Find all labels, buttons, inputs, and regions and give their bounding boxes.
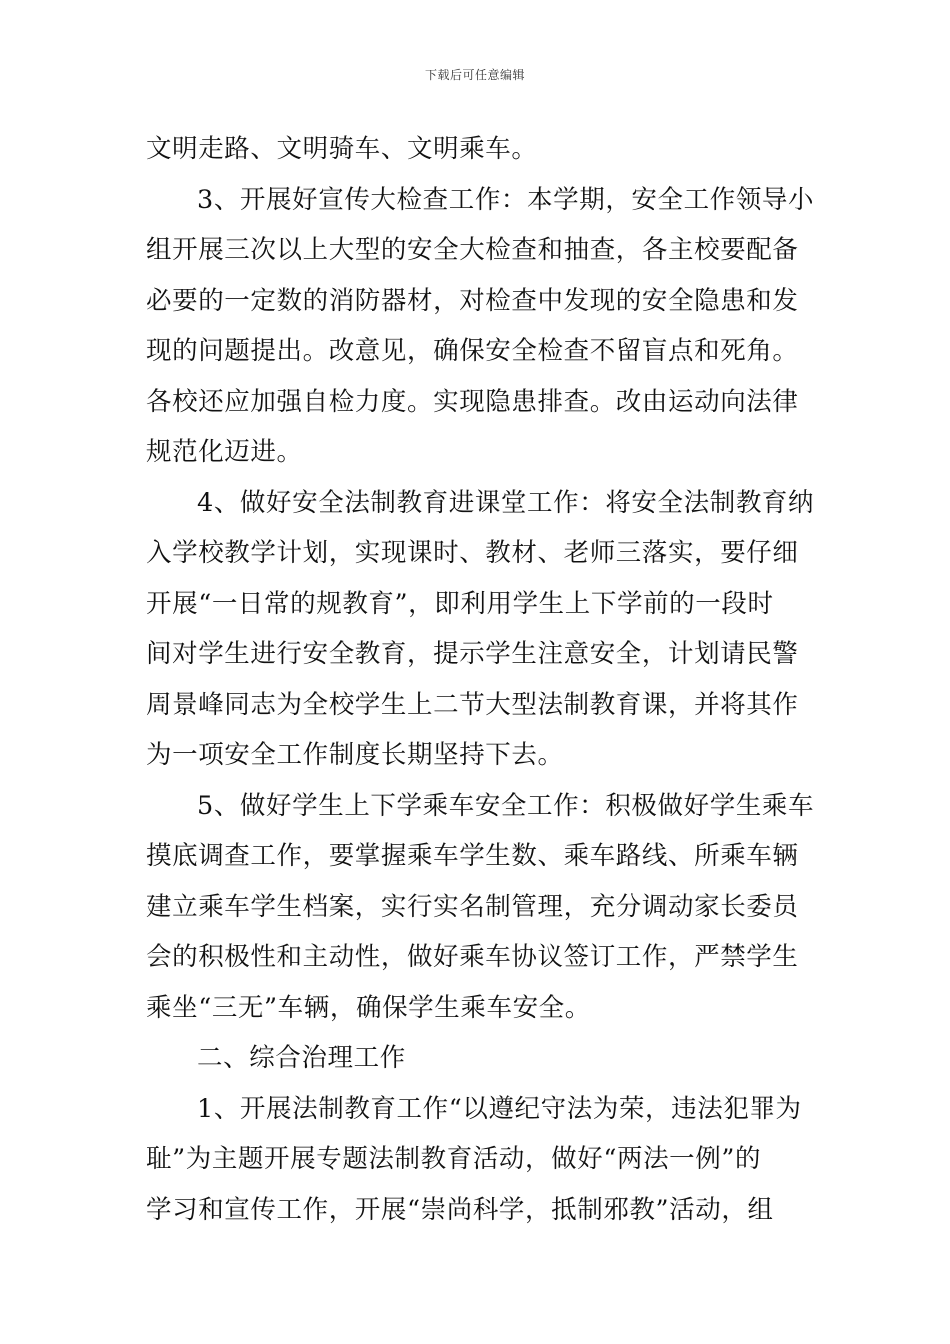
text-line: 建立乘车学生档案，实行实名制管理，充分调动家长委员 <box>146 891 799 922</box>
paragraph-3-start: 3、开展好宣传大检查工作：本学期，安全工作领导小 <box>197 184 815 215</box>
text-line: 现的问题提出。改意见，确保安全检查不留盲点和死角。 <box>146 336 799 366</box>
text-line: 耻”为主题开展专题法制教育活动，做好“两法一例”的 <box>146 1144 762 1174</box>
paragraph-1-start: 1、开展法制教育工作“以遵纪守法为荣，违法犯罪为 <box>197 1093 802 1124</box>
text-line: 周景峰同志为全校学生上二节大型法制教育课，并将其作 <box>146 689 799 720</box>
page-header: 下载后可任意编辑 <box>424 68 525 82</box>
text-line: 开展“一日常的规教育”，即利用学生上下学前的一段时 <box>146 588 774 619</box>
text-line: 必要的一定数的消防器材，对检查中发现的安全隐患和发 <box>146 285 799 316</box>
text-line: 学习和宣传工作，开展“崇尚科学，抵制邪教”活动，组 <box>146 1194 774 1225</box>
paragraph-5-start: 5、做好学生上下学乘车安全工作：积极做好学生乘车 <box>197 790 815 821</box>
text-line: 会的积极性和主动性，做好乘车协议签订工作，严禁学生 <box>146 942 799 972</box>
text-line: 各校还应加强自检力度。实现隐患排查。改由运动向法律 <box>146 386 799 417</box>
text-line: 乘坐“三无”车辆，确保学生乘车安全。 <box>146 992 591 1023</box>
section-heading: 二、综合治理工作 <box>197 1043 406 1073</box>
text-line: 组开展三次以上大型的安全大检查和抽查，各主校要配备 <box>146 235 799 265</box>
text-line: 为一项安全工作制度长期坚持下去。 <box>146 740 564 770</box>
document-body <box>146 124 815 1235</box>
text-line: 文明走路、文明骑车、文明乘车。 <box>146 134 538 164</box>
text-line: 摸底调查工作，要掌握乘车学生数、乘车路线、所乘车辆 <box>146 841 799 871</box>
paragraph-4-start: 4、做好安全法制教育进课堂工作：将安全法制教育纳 <box>197 487 815 518</box>
text-line: 间对学生进行安全教育，提示学生注意安全，计划请民警 <box>146 639 799 669</box>
text-line: 规范化迈进。 <box>146 437 303 467</box>
text-line: 入学校教学计划，实现课时、教材、老师三落实，要仔细 <box>146 538 799 568</box>
